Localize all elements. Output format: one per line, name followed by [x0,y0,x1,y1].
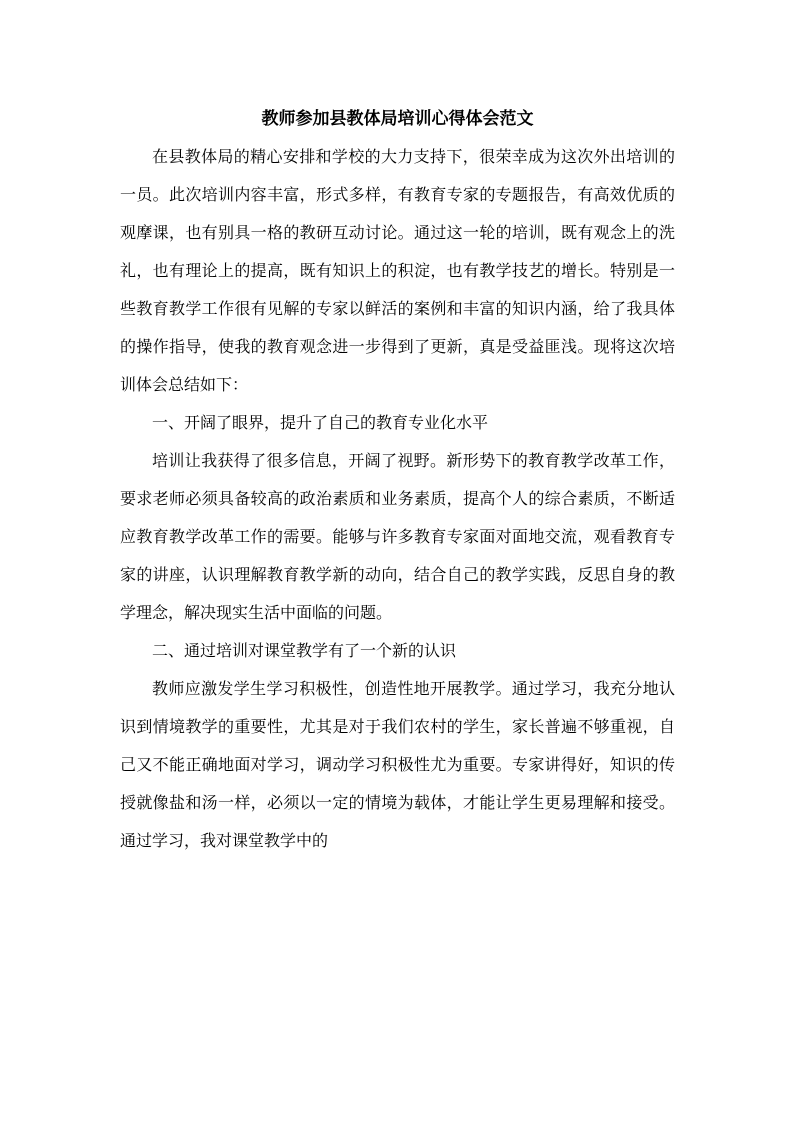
section-2-paragraph: 教师应激发学生学习积极性，创造性地开展教学。通过学习，我充分地认识到情境教学的重要性，尤其是对于我们农村的学生，家长普遍不够重视，自己又不能正确地面对学习，调动学习积极性尤为重要。专家讲得好，知识的传授就像盐和汤一样，必须以一定的情境为载体，才能让学生更易理解和接受。通过学习，我对课堂教学中的 [120,679,675,850]
section-1-paragraph: 培训让我获得了很多信息，开阔了视野。新形势下的教育教学改革工作，要求老师必须具备较高的政治素质和业务素质，提高个人的综合素质，不断适应教育教学改革工作的需要。能够与许多教育专家面对面地交流，观看教育专家的讲座，认识理解教育教学新的动向，结合自己的教学实践，反思自身的教学理念，解决现实生活中面临的问题。 [120,451,675,622]
intro-paragraph: 在县教体局的精心安排和学校的大力支持下，很荣幸成为这次外出培训的一员。此次培训内容丰富，形式多样，有教育专家的专题报告，有高效优质的观摩课，也有别具一格的教研互动讨论。通过这一轮的培训，既有观念上的洗礼，也有理论上的提高，既有知识上的积淀，也有教学技艺的增长。特别是一些教育教学工作很有见解的专家以鲜活的案例和丰富的知识内涵，给了我具体的操作指导，使我的教育观念进一步得到了更新，真是受益匪浅。现将这次培训体会总结如下： [120,147,675,394]
document-body [120,100,675,860]
section-2-heading: 二、通过培训对课堂教学有了一个新的认识 [152,641,457,660]
section-1-heading: 一、开阔了眼界，提升了自己的教育专业化水平 [152,413,489,432]
document-title: 教师参加县教体局培训心得体会范文 [261,109,534,129]
